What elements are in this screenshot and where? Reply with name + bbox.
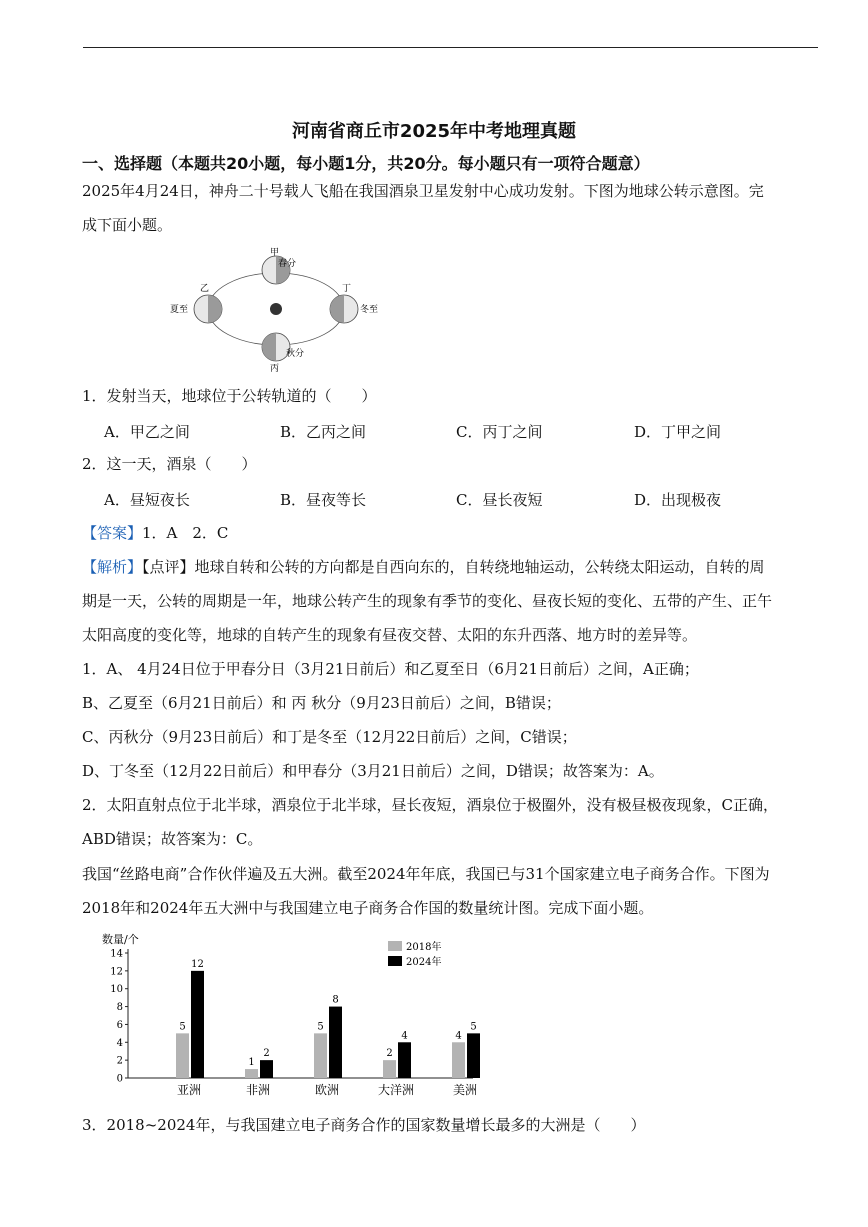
earth-yi (194, 295, 222, 323)
label-yi: 乙 (200, 284, 210, 294)
legend-swatch (388, 941, 402, 951)
bar (467, 1033, 480, 1078)
legend-label: 2018年 (406, 942, 442, 953)
intro-2-line-2: 2018年和2024年五大洲中与我国建立电子商务合作国的数量统计图。完成下面小题。 (82, 899, 654, 917)
y-tick-label: 10 (110, 984, 123, 996)
bar-value-label: 4 (401, 1030, 408, 1042)
y-tick-label: 6 (116, 1019, 123, 1031)
bar-value-label: 5 (179, 1021, 186, 1033)
q2-option-b[interactable]: B．昼夜等长 (280, 491, 367, 509)
explanation-line-5: 2．太阳直射点位于北半球，酒泉位于北半球，昼长夜短，酒泉位于极圈外，没有极昼极夜现象，C正确， (82, 796, 779, 814)
y-tick-label: 0 (116, 1073, 123, 1085)
label-ding: 丁 (342, 284, 352, 294)
bar (383, 1060, 396, 1078)
bar (260, 1060, 273, 1078)
y-tick-label: 2 (116, 1055, 123, 1067)
answer-text: 1．A 2．C (142, 524, 229, 542)
explanation-line-6: ABD错误；故答案为：C。 (82, 830, 263, 848)
bar (245, 1069, 258, 1078)
bar-value-label: 2 (263, 1048, 270, 1060)
explanation-line-2: B、乙夏至（6月21日前后）和 丙 秋分（9月23日前后）之间，B错误； (82, 694, 561, 712)
category-label: 欧洲 (314, 1083, 340, 1097)
analysis-text-1: 【点评】地球自转和公转的方向都是自西向东的，自转绕地轴运动，公转绕太阳运动，自转的周 (142, 558, 765, 576)
category-label: 非洲 (245, 1083, 271, 1097)
bar-value-label: 2 (386, 1048, 393, 1060)
bar-value-label: 1 (248, 1057, 255, 1069)
q2-option-c[interactable]: C．昼长夜短 (456, 491, 543, 509)
answer-tag: 【答案】 (82, 524, 143, 542)
label-dongzhi: 冬至 (360, 305, 379, 315)
y-tick-label: 14 (110, 948, 123, 960)
bar (314, 1033, 327, 1078)
question-1: 1．发射当天，地球位于公转轨道的（ ） (82, 387, 377, 405)
category-label: 大洋洲 (377, 1083, 415, 1097)
legend-swatch (388, 956, 402, 966)
earth-ding (330, 295, 358, 323)
intro-2-line-1: 我国“丝路电商”合作伙伴遍及五大洲。截至2024年年底，我国已与31个国家建立电子商务合作。下图为 (82, 865, 770, 883)
question-2: 2．这一天，酒泉（ ） (82, 455, 257, 473)
analysis-line-1 (82, 550, 822, 584)
legend-label: 2024年 (406, 957, 442, 968)
q1-option-a[interactable]: A．甲乙之间 (104, 423, 190, 441)
earth-orbit-diagram (166, 243, 386, 373)
page-title: 河南省商丘市2025年中考地理真题 (291, 121, 577, 142)
bar-value-label: 4 (455, 1030, 462, 1042)
intro-1-line-2: 成下面小题。 (82, 216, 173, 234)
answer-line (82, 516, 822, 550)
bar-value-label: 12 (191, 958, 204, 970)
y-axis-label: 数量/个 (102, 933, 139, 946)
q1-option-c[interactable]: C．丙丁之间 (456, 423, 543, 441)
bar (191, 971, 204, 1078)
bar-value-label: 5 (470, 1021, 477, 1033)
header-rule (83, 47, 818, 48)
q2-option-d[interactable]: D．出现极夜 (634, 491, 722, 509)
bar-chart (92, 928, 492, 1100)
analysis-line-2: 期是一天，公转的周期是一年，地球公转产生的现象有季节的变化、昼夜长短的变化、五带的产生、正午 (82, 592, 773, 610)
y-tick-label: 8 (116, 1002, 123, 1014)
bar (176, 1033, 189, 1078)
label-xiazhi: 夏至 (170, 305, 189, 315)
bar (452, 1042, 465, 1078)
analysis-tag: 【解析】 (82, 558, 143, 576)
question-3: 3．2018~2024年，与我国建立电子商务合作的国家数量增长最多的大洲是（ ） (82, 1116, 646, 1134)
y-tick-label: 4 (116, 1037, 123, 1049)
explanation-line-3: C、丙秋分（9月23日前后）和丁是冬至（12月22日前后）之间，C错误； (82, 728, 577, 746)
category-label: 亚洲 (176, 1083, 202, 1097)
y-tick-label: 12 (110, 966, 123, 978)
explanation-line-1: 1．A、 4月24日位于甲春分日（3月21日前后）和乙夏至日（6月21日前后）之间，A正确； (82, 660, 699, 678)
analysis-line-3: 太阳高度的变化等，地球的自转产生的现象有昼夜交替、太阳的东升西落、地方时的差异等。 (82, 626, 698, 644)
section-heading: 一、选择题（本题共20小题，每小题1分，共20分。每小题只有一项符合题意） (82, 154, 650, 173)
label-bing: 丙 (270, 364, 280, 373)
explanation-line-4: D、丁冬至（12月22日前后）和甲春分（3月21日前后）之间，D错误；故答案为：A。 (82, 762, 664, 780)
bar-value-label: 5 (317, 1021, 324, 1033)
category-label: 美洲 (452, 1083, 478, 1097)
sun (270, 303, 282, 315)
bar-value-label: 8 (332, 994, 339, 1006)
label-qiufen: 秋分 (286, 349, 305, 359)
bar (329, 1007, 342, 1078)
bar (398, 1042, 411, 1078)
label-jia: 甲 (270, 248, 280, 258)
q1-option-b[interactable]: B．乙丙之间 (280, 423, 367, 441)
label-chunfen: 春分 (278, 259, 297, 269)
q2-option-a[interactable]: A．昼短夜长 (104, 491, 190, 509)
q1-option-d[interactable]: D．丁甲之间 (634, 423, 722, 441)
intro-1-line-1: 2025年4月24日，神舟二十号载人飞船在我国酒泉卫星发射中心成功发射。下图为地球公转示意图。完 (82, 182, 764, 200)
